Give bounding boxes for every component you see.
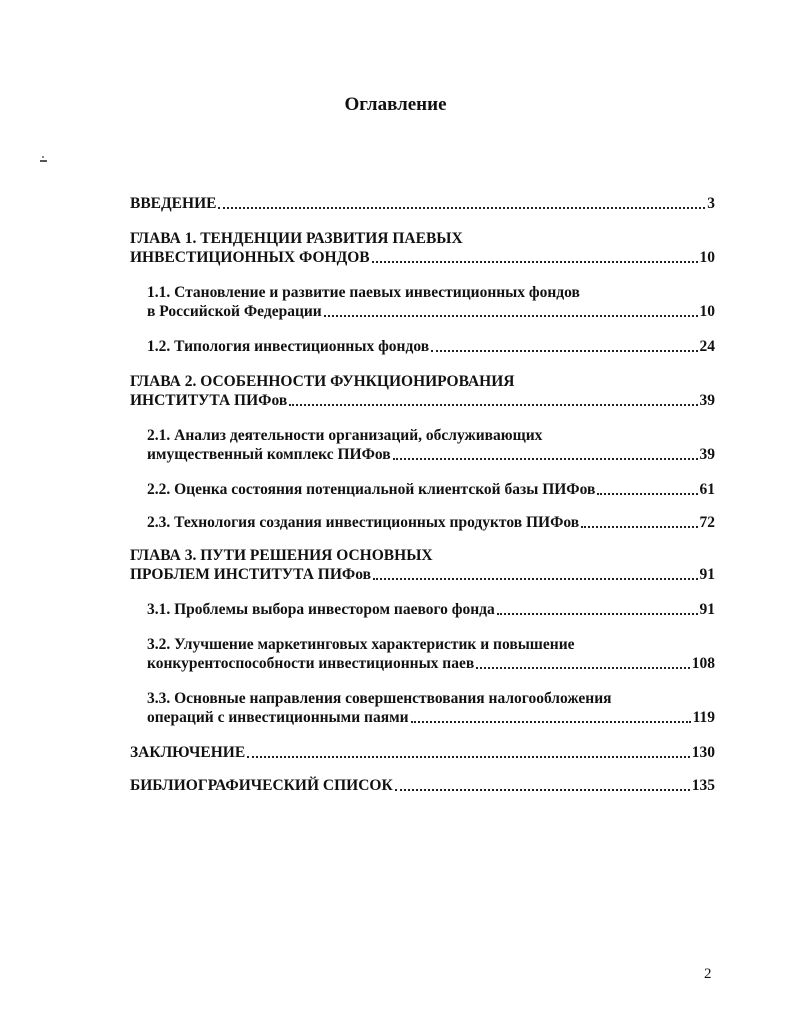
leader-dots — [597, 493, 697, 495]
toc-entry-label: ИНВЕСТИЦИОННЫХ ФОНДОВ — [130, 249, 370, 266]
leader-dots — [247, 756, 690, 758]
toc-entry-label: в Российской Федерации — [147, 303, 322, 320]
toc-entry-label: конкурентоспособности инвестиционных паев — [147, 655, 475, 672]
leader-dots — [289, 404, 697, 406]
toc-entry-label: БИБЛИОГРАФИЧЕСКИЙ СПИСОК — [130, 777, 393, 794]
toc-entry-1-1 — [147, 302, 715, 321]
toc-entry-label: ЗАКЛЮЧЕНИЕ — [130, 744, 246, 761]
toc-entry-page: 72 — [699, 514, 715, 531]
toc-entry-chapter-3-line1: ГЛАВА 3. ПУТИ РЕШЕНИЯ ОСНОВНЫХ — [130, 547, 433, 564]
toc-entry-page: 10 — [699, 303, 715, 320]
leader-dots — [497, 613, 698, 615]
toc-entry-1-2 — [147, 337, 715, 356]
toc-entry-page: 10 — [699, 249, 715, 266]
toc-entry-chapter-1 — [130, 248, 715, 267]
toc-entry-2-1-line1: 2.1. Анализ деятельности организаций, обслуживающих — [147, 427, 543, 444]
toc-entry-3-2-line1: 3.2. Улучшение маркетинговых характеристик и повышение — [147, 636, 575, 653]
toc-entry-label: имущественный комплекс ПИФов — [147, 446, 391, 463]
toc-entry-2-2 — [147, 480, 715, 499]
leader-dots — [476, 667, 690, 669]
toc-entry-bibliography — [130, 776, 715, 795]
toc-entry-chapter-1-line1: ГЛАВА 1. ТЕНДЕНЦИИ РАЗВИТИЯ ПАЕВЫХ — [130, 230, 463, 247]
scan-artifact — [42, 156, 44, 158]
toc-entry-conclusion — [130, 743, 715, 762]
toc-entry-label: 3.1. Проблемы выбора инвестором паевого фонда — [147, 601, 495, 618]
toc-entry-page: 39 — [699, 446, 715, 463]
leader-dots — [324, 315, 698, 317]
leader-dots — [373, 578, 698, 580]
toc-entry-page: 135 — [691, 777, 715, 794]
toc-entry-3-3-line1: 3.3. Основные направления совершенствования налогообложения — [147, 690, 612, 707]
toc-entry-page: 91 — [699, 601, 715, 618]
toc-entry-1-1-line1: 1.1. Становление и развитие паевых инвестиционных фондов — [147, 284, 580, 301]
toc-entry-page: 39 — [699, 392, 715, 409]
toc-entry-label: ПРОБЛЕМ ИНСТИТУТА ПИФов — [130, 566, 371, 583]
toc-entry-introduction — [130, 194, 715, 213]
toc-entry-label: операций с инвестиционными паями — [147, 709, 409, 726]
toc-entry-page: 108 — [691, 655, 715, 672]
toc-entry-chapter-2 — [130, 391, 715, 410]
toc-entry-page: 24 — [699, 338, 715, 355]
toc-entry-page: 119 — [692, 709, 715, 726]
leader-dots — [411, 721, 691, 723]
page-title: Оглавление — [344, 94, 447, 115]
toc-entry-3-1 — [147, 600, 715, 619]
leader-dots — [218, 207, 705, 209]
toc-entry-label: 2.3. Технология создания инвестиционных продуктов ПИФов — [147, 514, 580, 531]
toc-entry-label: ИНСТИТУТА ПИФов — [130, 392, 288, 409]
toc-entry-2-3 — [147, 513, 715, 532]
leader-dots — [581, 526, 697, 528]
toc-entry-3-2 — [147, 654, 715, 673]
page-number: 2 — [704, 966, 712, 982]
scan-artifact — [40, 160, 47, 162]
toc-entry-2-1 — [147, 445, 715, 464]
toc-entry-3-3 — [147, 708, 715, 727]
toc-entry-page: 130 — [691, 744, 715, 761]
toc-entry-label: 1.2. Типология инвестиционных фондов — [147, 338, 430, 355]
toc-entry-chapter-2-line1: ГЛАВА 2. ОСОБЕННОСТИ ФУНКЦИОНИРОВАНИЯ — [130, 373, 515, 390]
toc-entry-page: 3 — [707, 195, 715, 212]
toc-entry-page: 61 — [699, 481, 715, 498]
toc-entry-page: 91 — [699, 566, 715, 583]
leader-dots — [372, 261, 698, 263]
toc-entry-label: ВВЕДЕНИЕ — [130, 195, 217, 212]
leader-dots — [431, 350, 697, 352]
leader-dots — [395, 789, 690, 791]
toc-entry-label: 2.2. Оценка состояния потенциальной клиентской базы ПИФов — [147, 481, 596, 498]
toc-entry-chapter-3 — [130, 565, 715, 584]
leader-dots — [393, 458, 698, 460]
